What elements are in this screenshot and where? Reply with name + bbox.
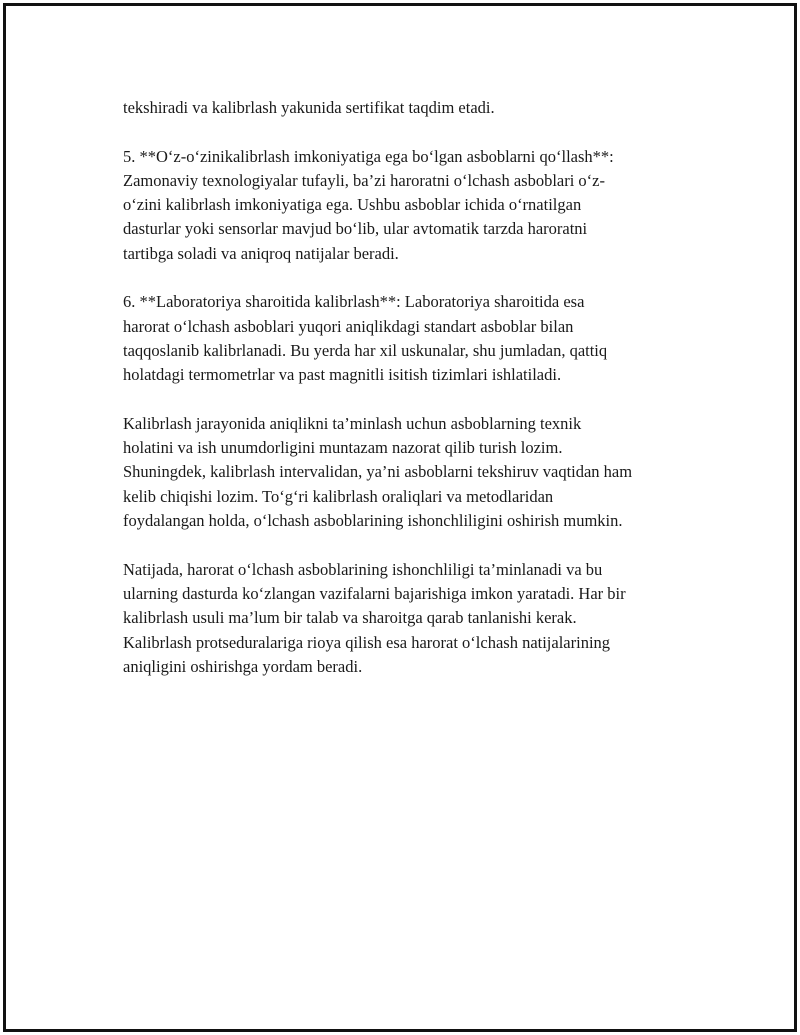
page-content [123,96,703,703]
paragraph-calibration-accuracy: Kalibrlash jarayonida aniqlikni ta’minlash uchun asboblarning texnik holatini va ish unumdorligini muntazam nazorat qilib turish lozim. Shuningdek, kalibrlash intervalidan, ya’ni asboblarni tekshiruv vaqtidan ham kelib chiqishi lozim. To‘g‘ri kalibrlash oraliqlari va metodlaridan foydalangan holda, o‘lchash asboblarining ishonchliligini oshirish mumkin. [123,413,633,531]
paragraph-item-6: 6. **Laboratoriya sharoitida kalibrlash**: Laboratoriya sharoitida esa harorat o‘lchash asboblari yuqori aniqlikdagi standart asboblar bilan taqqoslanib kalibrlanadi. Bu yerda har xil uskunalar, shu jumladan, qattiq holatdagi termometrlar va past magnitli isitish tizimlari ishlatiladi. [123,292,608,385]
paragraph-continuation: tekshiradi va kalibrlash yakunida sertifikat taqdim etadi. [123,98,495,117]
page-frame [3,3,797,1032]
paragraph-item-5: 5. **O‘z-o‘zinikalibrlash imkoniyatiga ega bo‘lgan asboblarni qo‘llash**: Zamonaviy texnologiyalar tufayli, ba’zi haroratni o‘lchash asboblari o‘z- o‘zini kalibrlash imkoniyatiga ega. Ushbu asboblar ichida o‘rnatilgan dasturlar yoki sensorlar mavjud bo‘lib, ular avtomatik tarzda haroratni tartibga soladi va aniqroq natijalar beradi. [123,146,614,263]
paragraph-conclusion: Natijada, harorat o‘lchash asboblarining ishonchliligi ta’minlanadi va bu ularning dasturda ko‘zlangan vazifalarni bajarishiga imkon yaratadi. Har bir kalibrlash usuli ma’lum bir talab va sharoitga qarab tanlanishi kerak. Kalibrlash protseduralariga rioya qilish esa harorat o‘lchash natijalarining aniqligini oshirishga yordam beradi. [123,559,626,676]
